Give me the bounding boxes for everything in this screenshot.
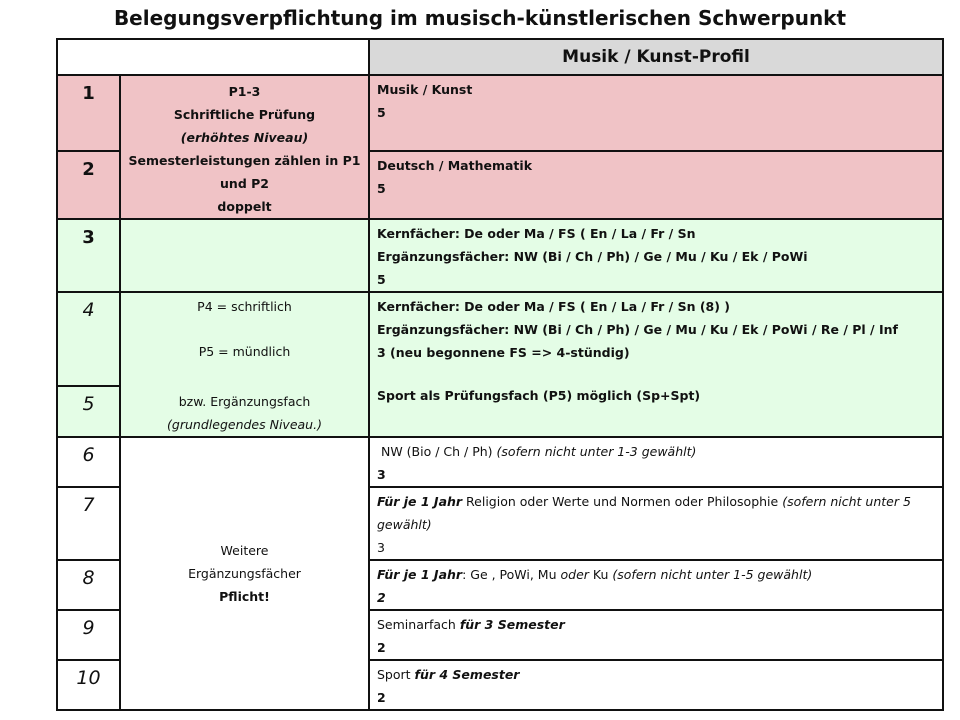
row-number: 7 [57, 487, 120, 560]
group-text: doppelt [217, 199, 272, 214]
note-text: (sofern nicht unter 1-5 gewählt) [612, 567, 813, 582]
subject-cell [369, 292, 943, 437]
subject-text: Musik / Kunst [377, 82, 473, 97]
subject-text: Ku [588, 567, 613, 582]
row-number: 4 [57, 292, 120, 386]
subject-text: Ergänzungsfächer: NW (Bi / Ch / Ph) / Ge / Mu / Ku / Ek / PoWi [377, 249, 808, 264]
group-text: Pflicht! [219, 589, 270, 604]
row-number: 6 [57, 437, 120, 487]
subject-cell [369, 560, 943, 610]
subject-cell [369, 151, 943, 219]
row-number: 8 [57, 560, 120, 610]
row-number: 3 [57, 219, 120, 292]
emphasis-text: Für je 1 Jahr [377, 567, 463, 582]
subject-text: Kernfächer: De oder Ma / FS ( En / La / Fr / Sn (8) ) [377, 299, 731, 314]
subject-text: Seminarfach [377, 617, 460, 632]
table-row [57, 292, 943, 386]
header-row [57, 39, 943, 75]
hours-value: 2 [377, 690, 386, 705]
hours-value: 3 [377, 540, 385, 555]
subject-cell [369, 437, 943, 487]
subject-text: Deutsch / Mathematik [377, 157, 533, 173]
group-text: bzw. Ergänzungsfach [178, 394, 311, 409]
subject-cell [369, 610, 943, 660]
subject-text: Ergänzungsfächer: NW (Bi / Ch / Ph) / Ge / Mu / Ku / Ek / PoWi / Re / Pl / Inf [377, 322, 898, 337]
group-label: P1-3 [228, 84, 261, 99]
row-number: 5 [57, 386, 120, 437]
p4-5-group-cell [120, 292, 369, 437]
group-text: Weitere [220, 543, 269, 558]
group-text: P5 = mündlich [198, 344, 291, 359]
p1-3-group-cell [120, 75, 369, 219]
row-number: 10 [57, 660, 120, 710]
empty-group-cell [120, 219, 369, 292]
note-text: (sofern nicht unter 1-3 gewählt) [496, 444, 697, 459]
subject-text: Religion oder Werte und Normen oder Philosophie [462, 494, 783, 509]
subject-cell [369, 75, 943, 151]
subject-text: NW (Bio / Ch / Ph) [380, 444, 497, 459]
group-text: Schriftliche Prüfung [173, 107, 316, 122]
group-text: Ergänzungsfächer [188, 566, 301, 581]
page-title: Belegungsverpflichtung im musisch-künstlerischen Schwerpunkt [113, 6, 847, 30]
group-text: (erhöhtes Niveau) [180, 130, 309, 145]
subject-text: Kernfächer: De oder Ma / FS ( En / La / Fr / Sn [377, 226, 696, 241]
group-text: P4 = schriftlich [197, 299, 292, 314]
profile-header: Musik / Kunst-Profil [369, 39, 943, 75]
hours-value: 5 [377, 180, 386, 196]
subject-text: : Ge , PoWi, Mu [462, 567, 561, 582]
group-text: Semesterleistungen zählen in P1 [128, 153, 361, 168]
subject-text: Sport als Prüfungsfach (P5) möglich (Sp+Spt) [377, 388, 701, 403]
row-number: 2 [57, 151, 120, 219]
subject-cell [369, 487, 943, 560]
emphasis-text: für 3 Semester [459, 617, 565, 632]
table-row [57, 75, 943, 151]
emphasis-text: für 4 Semester [414, 667, 520, 682]
requirements-table [56, 38, 944, 711]
hours-value: 3 [377, 467, 386, 482]
emphasis-text: Für je 1 Jahr [377, 494, 463, 509]
hours-value: 2 [377, 590, 386, 605]
group-text: und P2 [220, 176, 269, 191]
subject-text: Sport [377, 667, 415, 682]
group-text: (grundlegendes Niveau.) [167, 417, 322, 432]
note-text: oder [560, 567, 589, 582]
subject-cell [369, 660, 943, 710]
further-group-cell [120, 437, 369, 710]
table-row [57, 219, 943, 292]
subject-cell [369, 219, 943, 292]
hours-value: 2 [377, 640, 386, 655]
hours-value: 3 (neu begonnene FS => 4-stündig) [377, 345, 630, 360]
table-row [57, 437, 943, 487]
hours-value: 5 [377, 105, 386, 120]
header-empty-cell [57, 39, 369, 75]
note-text: (sofern nicht unter 5 gewählt) [377, 494, 911, 532]
row-number: 1 [57, 75, 120, 151]
hours-value: 5 [377, 272, 386, 287]
row-number: 9 [57, 610, 120, 660]
